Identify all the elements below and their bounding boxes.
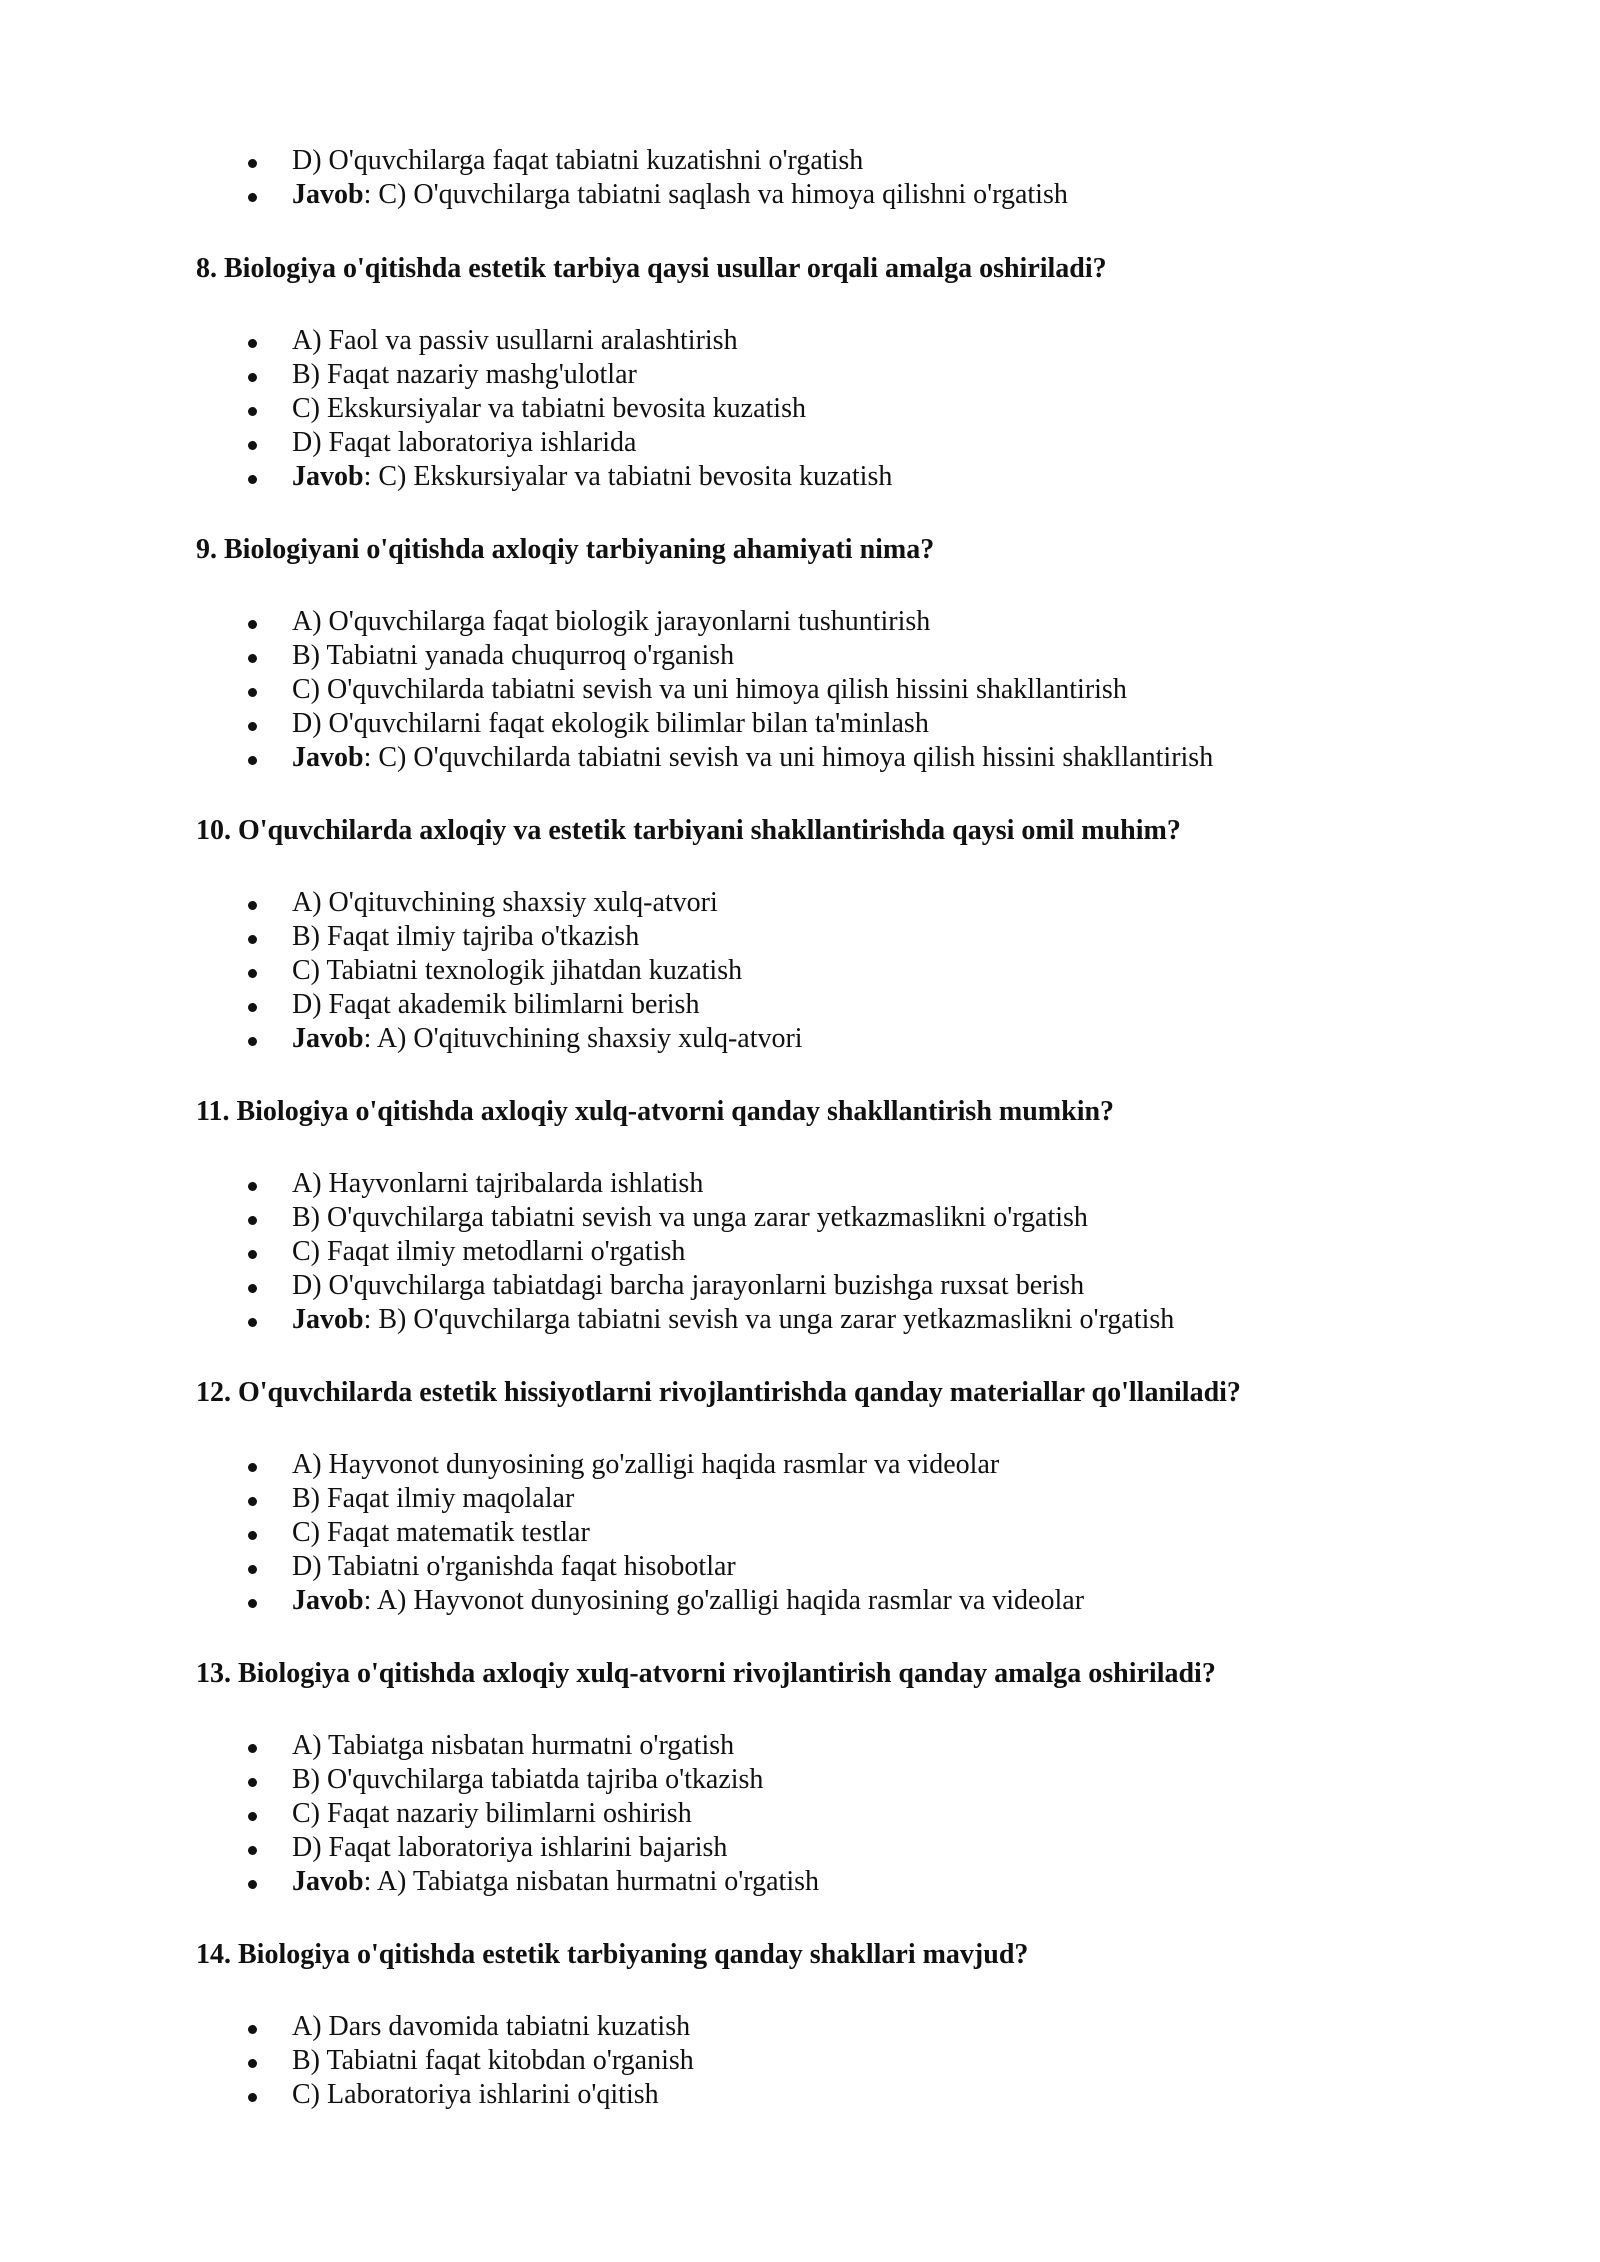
bullet-icon [248, 620, 257, 629]
answer-label: Javob [292, 1866, 364, 1897]
bullet-icon [248, 1182, 257, 1191]
option-text: C) Faqat matematik testlar [292, 1517, 590, 1548]
option-item [0, 1729, 1600, 1763]
option-item [0, 324, 1600, 358]
answer-text [292, 1022, 803, 1056]
answer-item [0, 178, 1600, 212]
option-text: B) Faqat ilmiy tajriba o'tkazish [292, 921, 640, 952]
option-item [0, 673, 1600, 707]
bullet-icon [248, 407, 257, 416]
bullet-icon [248, 1778, 257, 1787]
option-item [0, 426, 1600, 460]
answer-value: : A) Hayvonot dunyosining go'zalligi haqida rasmlar va videolar [363, 1585, 1085, 1616]
option-item [0, 639, 1600, 673]
bullet-icon [248, 1216, 257, 1225]
option-item [0, 1269, 1600, 1303]
option-list [0, 1167, 1600, 1337]
bullet-icon [248, 1531, 257, 1540]
option-text: C) Laboratoriya ishlarini o'qitish [292, 2079, 659, 2110]
answer-value: : A) Tabiatga nisbatan hurmatni o'rgatish [363, 1866, 819, 1897]
option-item [0, 1797, 1600, 1831]
option-text: A) Hayvonlarni tajribalarda ishlatish [292, 1168, 704, 1199]
option-item [0, 2044, 1600, 2078]
question-title: 8. Biologiya o'qitishda estetik tarbiya qaysi usullar orqali amalga oshiriladi? [196, 253, 1107, 284]
bullet-icon [248, 373, 257, 382]
bullet-icon [248, 441, 257, 450]
bullet-icon [248, 2059, 257, 2068]
bullet-icon [248, 475, 257, 484]
answer-text [292, 741, 1213, 775]
bullet-icon [248, 1846, 257, 1855]
bullet-icon [248, 688, 257, 697]
option-text: C) O'quvchilarda tabiatni sevish va uni himoya qilish hissini shakllantirish [292, 674, 1127, 705]
bullet-icon [248, 1565, 257, 1574]
answer-value: : A) O'qituvchining shaxsiy xulq-atvori [363, 1023, 803, 1054]
option-item [0, 144, 1600, 178]
option-text: C) Faqat nazariy bilimlarni oshirish [292, 1798, 692, 1829]
option-text: B) Tabiatni yanada chuqurroq o'rganish [292, 640, 735, 671]
answer-item [0, 1865, 1600, 1899]
option-text: D) Faqat laboratoriya ishlarini bajarish [292, 1832, 728, 1863]
answer-item [0, 1303, 1600, 1337]
option-text: B) Tabiatni faqat kitobdan o'rganish [292, 2045, 694, 2076]
option-item [0, 1167, 1600, 1201]
option-item [0, 886, 1600, 920]
option-item [0, 605, 1600, 639]
answer-label: Javob [292, 1023, 364, 1054]
option-list [0, 1448, 1600, 1618]
answer-text [292, 1584, 1084, 1618]
option-item [0, 920, 1600, 954]
answer-label: Javob [292, 179, 364, 210]
option-item [0, 358, 1600, 392]
bullet-icon [248, 756, 257, 765]
option-item [0, 1201, 1600, 1235]
option-text: A) O'qituvchining shaxsiy xulq-atvori [292, 887, 718, 918]
option-list [0, 605, 1600, 775]
answer-value: : C) O'quvchilarda tabiatni sevish va uni himoya qilish hissini shakllantirish [363, 742, 1214, 773]
answer-label: Javob [292, 461, 364, 492]
option-text: B) Faqat ilmiy maqolalar [292, 1483, 575, 1514]
option-text: C) Ekskursiyalar va tabiatni bevosita kuzatish [292, 393, 806, 424]
bullet-icon [248, 1037, 257, 1046]
bullet-icon [248, 1463, 257, 1472]
bullet-icon [248, 654, 257, 663]
option-text: C) Faqat ilmiy metodlarni o'rgatish [292, 1236, 686, 1267]
answer-label: Javob [292, 742, 364, 773]
answer-text [292, 1303, 1174, 1337]
option-text: B) O'quvchilarga tabiatda tajriba o'tkazish [292, 1764, 764, 1795]
bullet-icon [248, 935, 257, 944]
option-text: C) Tabiatni texnologik jihatdan kuzatish [292, 955, 743, 986]
answer-value: : C) Ekskursiyalar va tabiatni bevosita kuzatish [363, 461, 893, 492]
option-item [0, 988, 1600, 1022]
option-text: A) Faol va passiv usullarni aralashtirish [292, 325, 738, 356]
answer-text [292, 178, 1068, 212]
answer-item [0, 741, 1600, 775]
option-item [0, 954, 1600, 988]
option-item [0, 392, 1600, 426]
option-item [0, 1235, 1600, 1269]
question-title: 14. Biologiya o'qitishda estetik tarbiyaning qanday shakllari mavjud? [196, 1939, 1029, 1970]
bullet-icon [248, 1812, 257, 1821]
answer-item [0, 1022, 1600, 1056]
option-item [0, 1516, 1600, 1550]
bullet-icon [248, 1003, 257, 1012]
option-list [0, 2010, 1600, 2112]
bullet-icon [248, 1744, 257, 1753]
option-text: A) Hayvonot dunyosining go'zalligi haqida rasmlar va videolar [292, 1449, 1000, 1480]
option-text: D) Faqat laboratoriya ishlarida [292, 427, 637, 458]
bullet-icon [248, 969, 257, 978]
bullet-icon [248, 1318, 257, 1327]
option-text: A) Tabiatga nisbatan hurmatni o'rgatish [292, 1730, 735, 1761]
answer-text [292, 1865, 819, 1899]
option-text: D) O'quvchilarni faqat ekologik bilimlar bilan ta'minlash [292, 708, 929, 739]
option-text: D) O'quvchilarga tabiatdagi barcha jarayonlarni buzishga ruxsat berish [292, 1270, 1085, 1301]
question-title: 12. O'quvchilarda estetik hissiyotlarni rivojlantirishda qanday materiallar qo'llaniladi? [196, 1377, 1241, 1408]
option-text: B) Faqat nazariy mashg'ulotlar [292, 359, 637, 390]
option-item [0, 1448, 1600, 1482]
bullet-icon [248, 193, 257, 202]
bullet-icon [248, 1599, 257, 1608]
option-item [0, 1550, 1600, 1584]
bullet-icon [248, 2025, 257, 2034]
option-item [0, 1763, 1600, 1797]
bullet-icon [248, 1497, 257, 1506]
answer-label: Javob [292, 1585, 364, 1616]
bullet-icon [248, 1880, 257, 1889]
bullet-icon [248, 1284, 257, 1293]
question-title: 10. O'quvchilarda axloqiy va estetik tarbiyani shakllantirishda qaysi omil muhim? [196, 815, 1181, 846]
option-text: D) O'quvchilarga faqat tabiatni kuzatishni o'rgatish [292, 145, 864, 176]
answer-value: : B) O'quvchilarga tabiatni sevish va unga zarar yetkazmaslikni o'rgatish [363, 1304, 1175, 1335]
option-item [0, 1831, 1600, 1865]
option-item [0, 2078, 1600, 2112]
question-title: 9. Biologiyani o'qitishda axloqiy tarbiyaning ahamiyati nima? [196, 534, 935, 565]
answer-value: : C) O'quvchilarga tabiatni saqlash va himoya qilishni o'rgatish [363, 179, 1068, 210]
option-text: A) O'quvchilarga faqat biologik jarayonlarni tushuntirish [292, 606, 931, 637]
bullet-icon [248, 2093, 257, 2102]
answer-item [0, 1584, 1600, 1618]
bullet-icon [248, 1250, 257, 1259]
bullet-icon [248, 159, 257, 168]
option-list [0, 324, 1600, 494]
answer-item [0, 460, 1600, 494]
bullet-icon [248, 339, 257, 348]
bullet-icon [248, 901, 257, 910]
option-item [0, 707, 1600, 741]
question-title: 13. Biologiya o'qitishda axloqiy xulq-atvorni rivojlantirish qanday amalga oshiriladi? [196, 1658, 1216, 1689]
question-title: 11. Biologiya o'qitishda axloqiy xulq-atvorni qanday shakllantirish mumkin? [196, 1096, 1115, 1127]
option-text: B) O'quvchilarga tabiatni sevish va unga zarar yetkazmaslikni o'rgatish [292, 1202, 1088, 1233]
option-list [0, 886, 1600, 1056]
option-text: D) Faqat akademik bilimlarni berish [292, 989, 700, 1020]
option-text: D) Tabiatni o'rganishda faqat hisobotlar [292, 1551, 736, 1582]
continued-option-list [0, 144, 1600, 212]
option-text: A) Dars davomida tabiatni kuzatish [292, 2011, 691, 2042]
bullet-icon [248, 722, 257, 731]
option-item [0, 1482, 1600, 1516]
option-item [0, 2010, 1600, 2044]
answer-text [292, 460, 892, 494]
answer-label: Javob [292, 1304, 364, 1335]
option-list [0, 1729, 1600, 1899]
